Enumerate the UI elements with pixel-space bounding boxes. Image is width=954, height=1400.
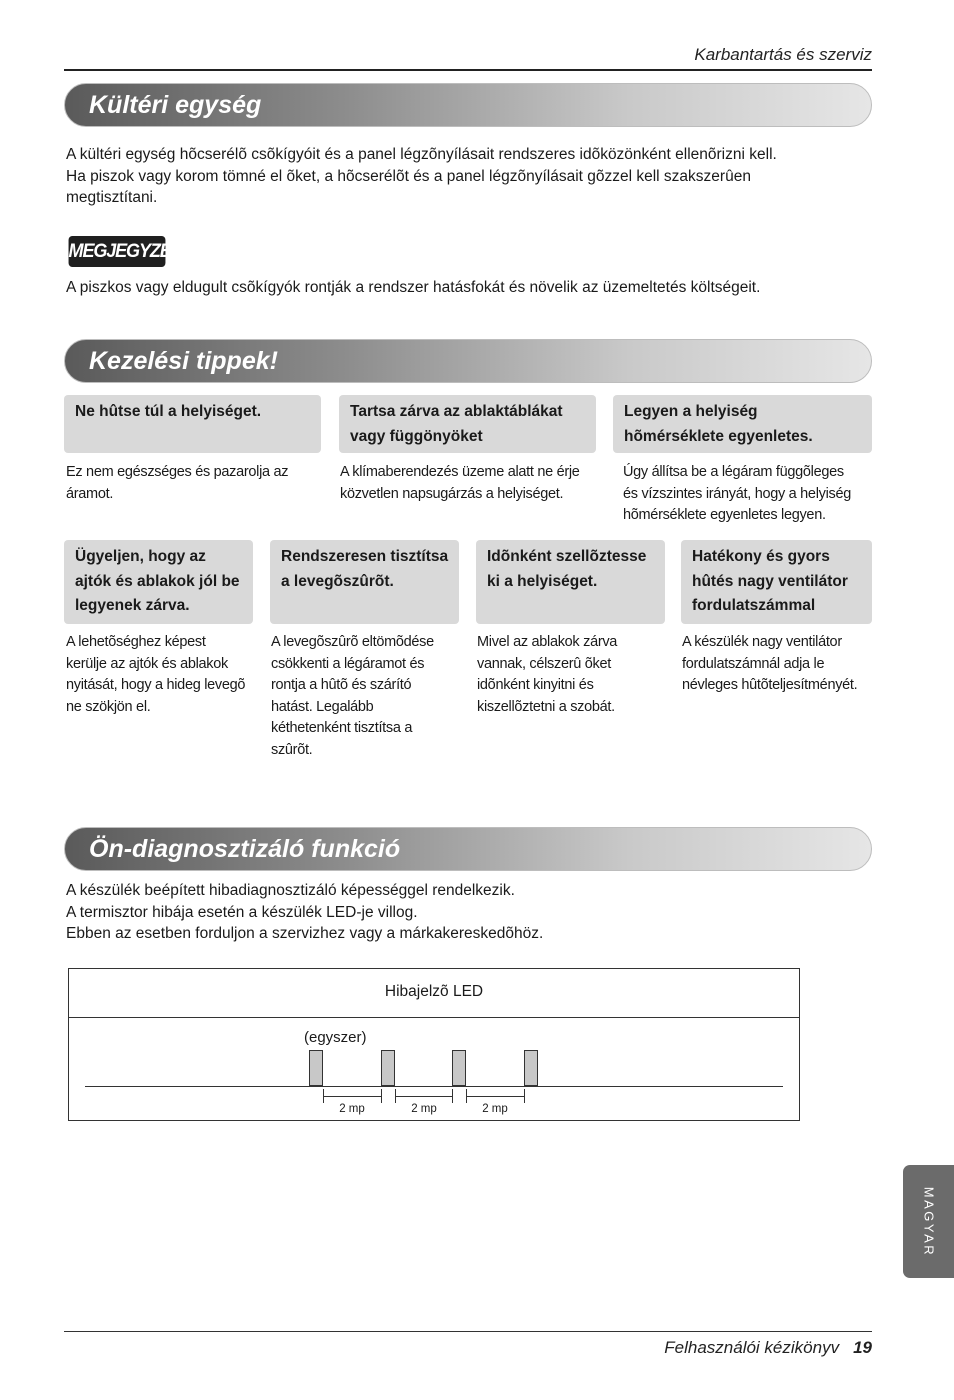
language-side-tab (903, 1165, 954, 1278)
tip-text-line: fordulatszámnál adja le (682, 655, 825, 672)
tip-heading-line: Hatékony és gyors (692, 548, 830, 565)
tip-description (682, 632, 872, 697)
tip-heading-box (613, 395, 872, 453)
section-title-tips: Kezelési tippek! (89, 347, 278, 375)
tip-text-line: áramot. (66, 485, 114, 502)
interval-line (466, 1096, 524, 1097)
led-signal-baseline (85, 1086, 783, 1087)
tip-text-line: A készülék nagy ventilátor (682, 634, 842, 650)
outdoor-line: megtisztítani. (66, 189, 158, 206)
section-title-diagnosis: Ön-diagnosztizáló funkció (89, 835, 401, 863)
led-pulse (452, 1050, 466, 1086)
tip-description (66, 632, 256, 718)
interval-label: 2 mp (482, 1103, 508, 1115)
tip-heading-line: hõmérséklete egyenletes. (624, 427, 813, 445)
tip-heading-box (476, 540, 665, 624)
footer-title: Felhasználói kézikönyv (664, 1338, 840, 1357)
diagnosis-line: A készülék beépített hibadiagnosztizáló képességgel rendelkezik. (66, 882, 515, 899)
interval-tick (452, 1089, 453, 1103)
diagnosis-line: Ebben az esetben forduljon a szervizhez vagy a márkakereskedõhöz. (66, 925, 544, 942)
tip-text-line: kiszellõztetni a szobát. (477, 698, 615, 715)
running-footer (664, 1338, 872, 1358)
outdoor-line: A kültéri egység hõcserélõ csõkígyóit és a panel légzõnyílásait rendszeres idõközönként ellenõrizni kell. (66, 146, 777, 163)
tip-text-line: A levegõszûrõ eltömõdése (271, 634, 434, 650)
tip-text-line: vannak, célszerû õket (477, 655, 611, 672)
tip-heading-box (270, 540, 459, 624)
tip-heading-line: vagy függönyöket (350, 427, 483, 445)
interval-label: 2 mp (411, 1103, 437, 1115)
tip-heading-line: a levegõszûrõt. (281, 572, 394, 590)
tip-description (271, 632, 461, 761)
tip-text-line: A lehetõséghez képest (66, 634, 206, 650)
tip-heading-box (681, 540, 872, 624)
led-pulse (309, 1050, 323, 1086)
tip-heading-line: ki a helyiséget. (487, 572, 598, 590)
tip-text-line: idõnként kinyitni és (477, 677, 594, 693)
tip-heading-line: fordulatszámmal (692, 597, 816, 614)
tip-text-line: kéthetenként tisztítsa a (271, 720, 413, 736)
tip-text-line: szûrõt. (271, 741, 313, 758)
tip-text-line: ne szökjön el. (66, 698, 151, 715)
tip-text-line: A klímaberendezés üzeme alatt ne érje (340, 464, 580, 480)
note-text: A piszkos vagy eldugult csõkígyók rontják a rendszer hatásfokát és növelik az üzemeltetés költségeit. (66, 279, 761, 296)
running-header: Karbantartás és szerviz (694, 45, 872, 64)
tip-text-line: és vízszintes irányát, hogy a helyiség (623, 485, 851, 502)
note-badge: MEGJEGYZÉS (69, 236, 166, 267)
language-side-tab-label: MAGYAR (921, 1186, 936, 1257)
page-number: 19 (853, 1338, 872, 1357)
tip-heading-line: Tartsa zárva az ablaktáblákat (350, 403, 563, 420)
tip-text-line: hatást. Legalább (271, 698, 374, 715)
interval-line (395, 1096, 452, 1097)
footer-rule (64, 1331, 872, 1332)
tip-description (340, 462, 600, 505)
tip-text-line: közvetlen napsugárzás a helyiséget. (340, 485, 564, 502)
tip-text-line: kerülje az ajtók és ablakok (66, 655, 228, 672)
section-bar-outdoor (64, 83, 872, 127)
tip-heading-line: ajtók és ablakok jól be (75, 572, 240, 590)
tip-heading-line: legyenek zárva. (75, 597, 190, 614)
tip-text-line: Úgy állítsa be a légáram függõleges (623, 464, 844, 480)
tip-text-line: névleges hûtõteljesítményét. (682, 677, 858, 693)
tip-text-line: csökkenti a légáramot és (271, 655, 425, 672)
tip-heading-line: Rendszeresen tisztítsa (281, 548, 449, 565)
interval-label: 2 mp (339, 1103, 365, 1115)
outdoor-line: Ha piszok vagy korom tömné el õket, a hõcserélõt és a panel légzõnyílásait gõzzel kell szakszerûen (66, 167, 751, 185)
tip-text-line: Ez nem egészséges és pazarolja az (66, 464, 289, 480)
tip-description (477, 632, 667, 718)
tip-heading-box (64, 395, 321, 453)
tip-text-line: Mivel az ablakok zárva (477, 634, 618, 650)
interval-line (323, 1096, 381, 1097)
led-table-header (69, 969, 799, 1018)
tip-heading-line: Ne hûtse túl a helyiséget. (75, 403, 262, 420)
tip-description (66, 462, 321, 505)
interval-tick (381, 1089, 382, 1103)
tip-heading-line: hûtés nagy ventilátor (692, 572, 848, 590)
led-once-label: (egyszer) (304, 1029, 367, 1046)
header-rule (64, 69, 872, 71)
tip-text-line: nyitását, hogy a hideg levegõ (66, 677, 246, 693)
tip-heading-line: Legyen a helyiség (624, 403, 758, 420)
led-table-title: Hibajelzõ LED (384, 983, 484, 1000)
section-title-outdoor: Kültéri egység (89, 91, 262, 119)
diagnosis-paragraph (66, 880, 543, 945)
interval-tick (524, 1089, 525, 1103)
outdoor-paragraph (66, 144, 777, 209)
tip-heading-box (64, 540, 253, 624)
section-bar-diagnosis (64, 827, 872, 871)
tip-heading-box (339, 395, 596, 453)
tip-text-line: hõmérséklete egyenletes legyen. (623, 507, 826, 523)
tip-text-line: rontja a hûtõ és szárító (271, 677, 412, 693)
tip-heading-line: Idõnként szellõztesse (487, 548, 647, 565)
led-pulse (524, 1050, 538, 1086)
diagnosis-line: A termisztor hibája esetén a készülék LED-je villog. (66, 903, 418, 921)
tip-description (623, 462, 871, 527)
tip-heading-line: Ügyeljen, hogy az (75, 548, 206, 565)
led-pulse (381, 1050, 395, 1086)
led-table (68, 968, 800, 1121)
section-bar-tips (64, 339, 872, 383)
